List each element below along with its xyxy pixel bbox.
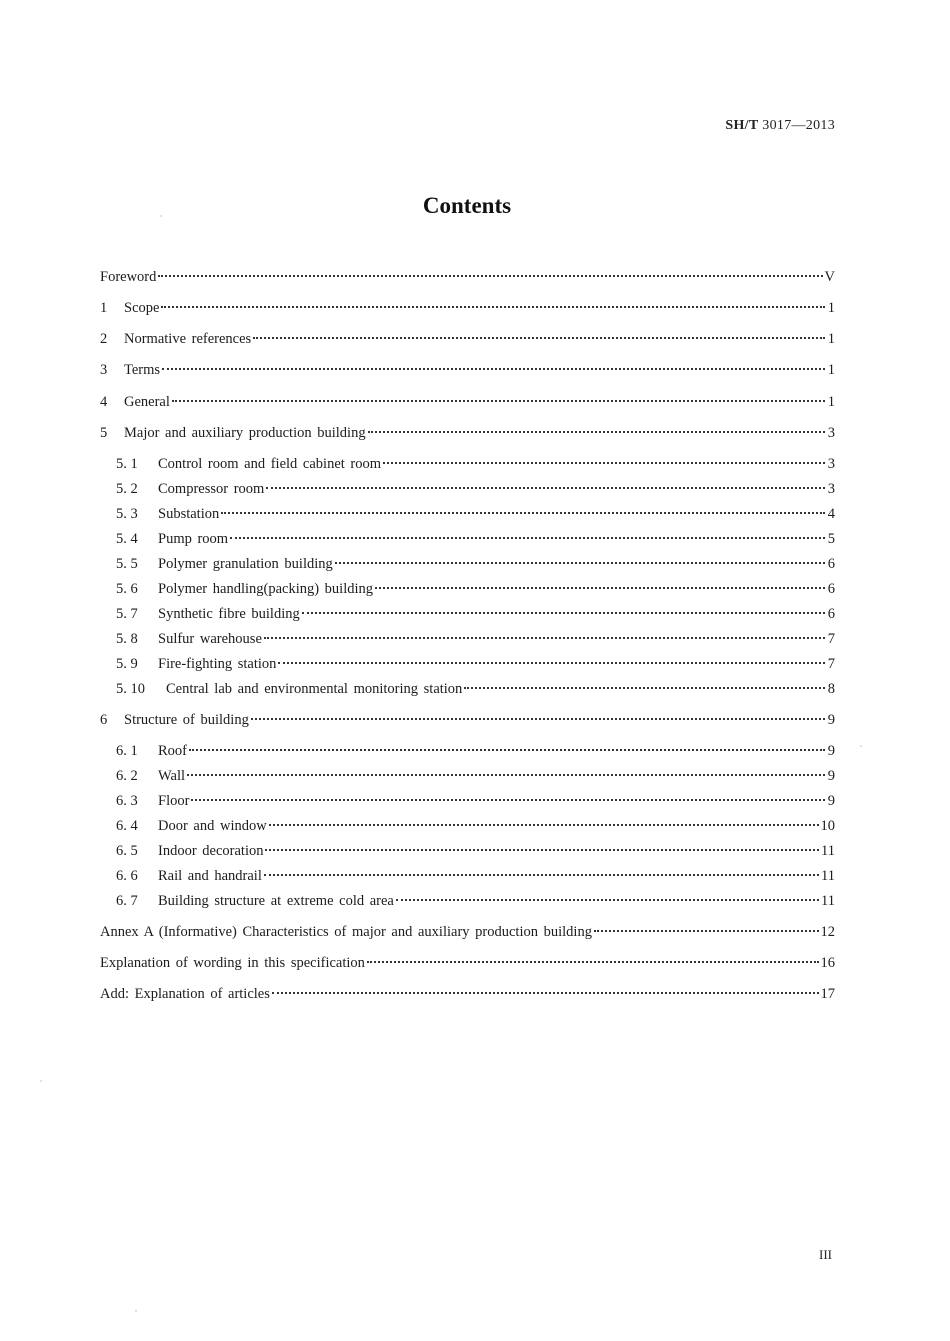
toc-entry-label: Substation <box>158 506 220 522</box>
toc-entry-page: 9 <box>827 793 835 809</box>
toc-entry-explanation-of-articles[interactable] <box>100 983 835 1005</box>
toc-entry-label: Central lab and environmental monitoring station <box>166 681 463 697</box>
toc-entry-page: 12 <box>820 924 835 940</box>
toc-entry-label: Scope <box>124 300 160 316</box>
toc-entry-label: Compressor room <box>158 481 265 497</box>
toc-entry-label: Indoor decoration <box>158 843 264 859</box>
toc-entry-page: 1 <box>827 331 835 347</box>
toc-entry-label: Floor <box>158 793 190 809</box>
toc-entry-number: 5. 5 <box>116 556 138 572</box>
toc-entry-number: 5 <box>100 425 108 441</box>
toc-entry-label: Pump room <box>158 531 229 547</box>
toc-entry-label: Synthetic fibre building <box>158 606 300 622</box>
toc-leader-dots <box>162 368 825 370</box>
toc-entry-scope[interactable] <box>100 297 835 319</box>
toc-leader-dots <box>269 824 819 826</box>
toc-leader-dots <box>253 337 825 339</box>
document-code-number: 3017—2013 <box>762 118 835 133</box>
toc-entry-label: Annex A (Informative) Characteristics of major and auxiliary production building <box>100 924 592 940</box>
toc-entry-page: 9 <box>827 768 835 784</box>
toc-entry-number: 5. 10 <box>116 681 145 697</box>
toc-entry-label: Foreword <box>100 269 157 285</box>
toc-entry-page: 16 <box>820 955 835 971</box>
toc-entry-general[interactable] <box>100 391 835 413</box>
toc-entry-number: 6. 6 <box>116 868 138 884</box>
toc-leader-dots <box>187 774 825 776</box>
toc-entry-number: 5. 1 <box>116 456 138 472</box>
toc-entry-foreword[interactable] <box>100 266 835 288</box>
toc-entry-number: 6. 3 <box>116 793 138 809</box>
toc-leader-dots <box>230 537 825 539</box>
toc-leader-dots <box>278 662 825 664</box>
toc-entry-label: Normative references <box>124 331 252 347</box>
toc-entry-number: 2 <box>100 331 108 347</box>
toc-entry-page: 9 <box>827 743 835 759</box>
toc-entry-number: 6. 4 <box>116 818 138 834</box>
toc-entry-5-1[interactable] <box>116 453 835 475</box>
toc-entry-number: 5. 4 <box>116 531 138 547</box>
toc-leader-dots <box>266 487 825 489</box>
toc-entry-page: 1 <box>827 394 835 410</box>
toc-entry-label: Polymer handling(packing) building <box>158 581 374 597</box>
toc-entry-label: General <box>124 394 170 410</box>
toc-entry-page: 7 <box>827 656 835 672</box>
toc-entry-label: Sulfur warehouse <box>158 631 262 647</box>
toc-leader-dots <box>335 562 825 564</box>
toc-entry-5-2[interactable] <box>116 478 835 500</box>
toc-leader-dots <box>264 874 819 876</box>
toc-entry-6-5[interactable] <box>116 840 835 862</box>
toc-entry-page: V <box>824 269 835 285</box>
toc-entry-page: 17 <box>820 986 835 1002</box>
toc-entry-number: 3 <box>100 362 108 378</box>
toc-entry-label: Fire-fighting station <box>158 656 277 672</box>
toc-entry-6-1[interactable] <box>116 740 835 762</box>
toc-entry-annex-a[interactable] <box>100 921 835 943</box>
toc-entry-terms[interactable] <box>100 359 835 381</box>
toc-entry-label: Building structure at extreme cold area <box>158 893 394 909</box>
toc-entry-number: 6. 2 <box>116 768 138 784</box>
toc-entry-number: 6. 1 <box>116 743 138 759</box>
toc-entry-6-2[interactable] <box>116 765 835 787</box>
scan-speck <box>160 215 162 217</box>
toc-entry-5-7[interactable] <box>116 603 835 625</box>
toc-entry-number: 5. 7 <box>116 606 138 622</box>
scan-speck <box>40 1080 42 1082</box>
toc-entry-page: 1 <box>827 300 835 316</box>
toc-entry-page: 5 <box>827 531 835 547</box>
page-title: Contents <box>422 193 512 218</box>
toc-entry-page: 1 <box>827 362 835 378</box>
toc-entry-page: 3 <box>827 481 835 497</box>
toc-entry-page: 11 <box>821 893 835 909</box>
toc-entry-page: 9 <box>827 712 835 728</box>
toc-leader-dots <box>161 306 825 308</box>
toc-leader-dots <box>368 431 825 433</box>
toc-entry-number: 1 <box>100 300 108 316</box>
toc-entry-page: 3 <box>827 425 835 441</box>
toc-leader-dots <box>302 612 825 614</box>
toc-entry-page: 10 <box>820 818 835 834</box>
toc-entry-page: 4 <box>827 506 835 522</box>
toc-leader-dots <box>383 462 825 464</box>
toc-leader-dots <box>264 637 825 639</box>
toc-entry-page: 7 <box>827 631 835 647</box>
toc-entry-5-6[interactable] <box>116 578 835 600</box>
toc-entry-6-3[interactable] <box>116 790 835 812</box>
toc-leader-dots <box>221 512 825 514</box>
toc-entry-number: 6 <box>100 712 108 728</box>
page-number: III <box>819 1247 832 1262</box>
toc-leader-dots <box>375 587 825 589</box>
toc-entry-section-6[interactable] <box>100 709 835 731</box>
toc-entry-number: 5. 2 <box>116 481 138 497</box>
toc-leader-dots <box>251 718 825 720</box>
toc-entry-explanation-of-wording[interactable] <box>100 952 835 974</box>
toc-entry-label: Explanation of wording in this specification <box>100 955 365 971</box>
toc-entry-label: Polymer granulation building <box>158 556 333 572</box>
toc-leader-dots <box>594 930 819 932</box>
toc-leader-dots <box>189 749 825 751</box>
toc-entry-label: Control room and field cabinet room <box>158 456 382 472</box>
toc-entry-5-8[interactable] <box>116 628 835 650</box>
toc-entry-label: Rail and handrail <box>158 868 262 884</box>
toc-leader-dots <box>464 687 825 689</box>
toc-leader-dots <box>172 400 825 402</box>
toc-entry-page: 11 <box>821 843 835 859</box>
toc-entry-number: 5. 3 <box>116 506 138 522</box>
toc-entry-6-6[interactable] <box>116 865 835 887</box>
toc-entry-6-7[interactable] <box>116 890 835 912</box>
toc-leader-dots <box>265 849 819 851</box>
toc-entry-label: Wall <box>158 768 186 784</box>
toc-entry-5-4[interactable] <box>116 528 835 550</box>
toc-entry-5-5[interactable] <box>116 553 835 575</box>
toc-leader-dots <box>158 275 822 277</box>
toc-entry-label: Structure of building <box>124 712 249 728</box>
toc-entry-5-9[interactable] <box>116 653 835 675</box>
toc-entry-label: Terms <box>124 362 161 378</box>
toc-entry-page: 3 <box>827 456 835 472</box>
toc-entry-page: 11 <box>821 868 835 884</box>
toc-entry-number: 6. 7 <box>116 893 138 909</box>
document-code <box>700 118 835 134</box>
toc-entry-label: Add: Explanation of articles <box>100 986 270 1002</box>
toc-leader-dots <box>396 899 819 901</box>
document-code-prefix: SH/T <box>725 118 759 133</box>
toc-entry-page: 6 <box>827 606 835 622</box>
toc-entry-label: Roof <box>158 743 187 759</box>
toc-entry-page: 6 <box>827 581 835 597</box>
scan-speck <box>135 1310 137 1312</box>
scan-speck <box>860 745 862 747</box>
toc-leader-dots <box>191 799 825 801</box>
toc-entry-number: 5. 9 <box>116 656 138 672</box>
toc-entry-page: 6 <box>827 556 835 572</box>
toc-entry-number: 5. 6 <box>116 581 138 597</box>
toc-entry-page: 8 <box>827 681 835 697</box>
toc-leader-dots <box>272 992 819 994</box>
toc-entry-5-3[interactable] <box>116 503 835 525</box>
toc-leader-dots <box>367 961 819 963</box>
toc-entry-6-4[interactable] <box>116 815 835 837</box>
toc-entry-label: Door and window <box>158 818 267 834</box>
toc-entry-number: 5. 8 <box>116 631 138 647</box>
toc-entry-number: 4 <box>100 394 108 410</box>
toc-entry-number: 6. 5 <box>116 843 138 859</box>
toc-entry-label: Major and auxiliary production building <box>124 425 366 441</box>
toc-entry-5-10[interactable] <box>116 678 835 700</box>
toc-entry-normative-references[interactable] <box>100 328 835 350</box>
toc-entry-section-5[interactable] <box>100 422 835 444</box>
